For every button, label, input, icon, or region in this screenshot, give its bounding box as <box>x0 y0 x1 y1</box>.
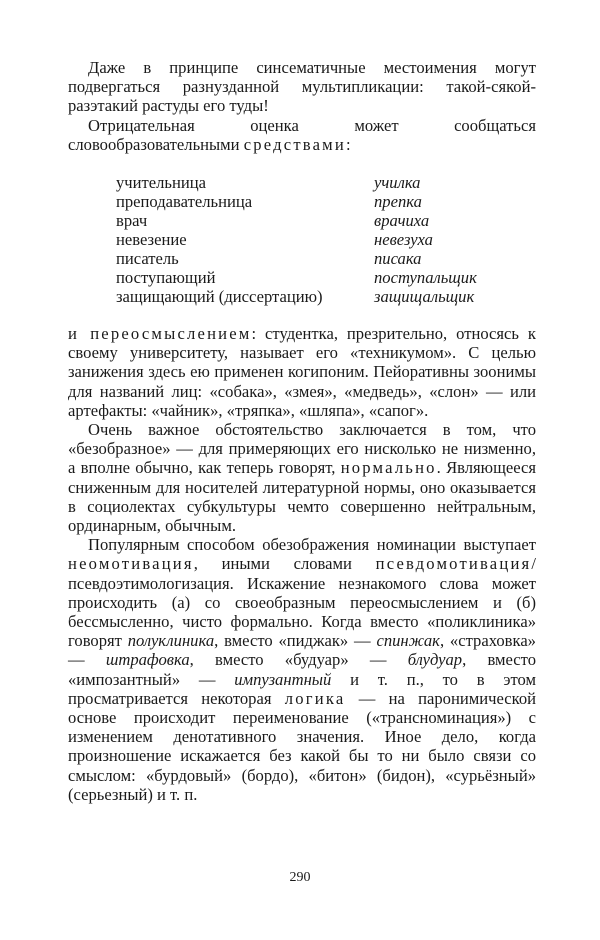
paragraph-4-text-end: . Являющееся сниженным для носителей литературной нормы, оно оказывается в социолектах субкультуры чемто совершенно нейтральным, ординарным, обычным. <box>68 458 536 536</box>
spaced-term-sredstvami: средствами <box>243 134 346 154</box>
word-list-row <box>116 287 477 306</box>
spaced-term-logika: логика <box>284 688 346 708</box>
example-spinzhak: спинжак <box>376 631 440 651</box>
example-shtrafovka: штрафовка <box>105 650 190 670</box>
paragraph-5-text-1: Популярным способом обезображения номинации выступает <box>88 535 536 555</box>
paragraph-1 <box>68 58 536 116</box>
paragraph-3-text: : студентка, презрительно, относясь к своему университету, называет его «техникумом». С целью занижения здесь ею применен когипоним. Пейоративны зоонимы для названий лиц: «собака», «змея», «медведь», «слон» — или артефакты: «чайник», «тряпка», «шляпа», «сапог». <box>68 324 536 420</box>
paragraph-5-text-4: , вместо «пиджак» — <box>214 631 377 651</box>
word-list-body <box>116 173 477 306</box>
word-list-row <box>116 211 477 230</box>
paragraph-5-text-2: , иными словами <box>193 554 376 574</box>
paragraph-5-text-9: — на паронимической основе происходит переименование («трансноминация») с изменением денотативного значения. Иное дело, когда произношение искажается без какой бы то ни было связи со смыслом: «бурдовый» (бордо), «битон» (бидон), «сурьёзный» (серьезный) и т. п. <box>68 688 536 804</box>
word-neutral: врач <box>116 211 148 231</box>
word-neutral: писатель <box>116 249 179 269</box>
word-derogatory: препка <box>374 192 422 212</box>
example-polyklinika: полуклиника <box>127 631 215 651</box>
paragraph-5-text-6: , вместо «будуар» — <box>189 650 408 670</box>
word-derogatory: училка <box>374 173 421 193</box>
paragraph-5 <box>68 535 536 804</box>
paragraph-2 <box>68 116 536 154</box>
word-list-row <box>116 230 477 249</box>
spaced-term-pereosmyslenie: и переосмыслением <box>68 324 252 344</box>
page-number: 290 <box>289 870 311 885</box>
paragraph-3 <box>68 324 536 420</box>
word-derogatory: невезуха <box>374 230 433 250</box>
spaced-term-psevdomotivacia: псевдомотивация <box>375 554 532 574</box>
paragraph-5-text-5: , «страховка» — <box>68 631 536 670</box>
word-list-row <box>116 249 477 268</box>
word-list-row <box>116 268 477 287</box>
example-bluduar: блудуар <box>407 650 463 670</box>
paragraph-5-text-8: и т. п., то в этом просматривается некоторая <box>68 669 536 708</box>
word-neutral: защищающий (диссертацию) <box>116 287 323 307</box>
page-body <box>68 58 536 804</box>
word-neutral: преподавательница <box>116 192 253 212</box>
example-impuzantny: импузантный <box>234 669 332 689</box>
word-list <box>116 173 477 306</box>
word-derogatory: писака <box>374 249 422 269</box>
spaced-term-normalno: нормально <box>340 458 437 478</box>
paragraph-5-text-7: , вместо «импозантный» — <box>68 650 536 689</box>
word-list-row <box>116 192 477 211</box>
word-derogatory: поступальщик <box>374 268 477 288</box>
paragraph-2-text-start: Отрицательная оценка может сообщаться словообразовательными <box>68 115 536 154</box>
paragraph-5-text-3: /псевдоэтимологизация. Искажение незнакомого слова может происходить (а) со своеобразным переосмыслением и (б) бессмысленно, чисто формально. Когда вместо «поликлиника» говорят <box>68 554 536 651</box>
paragraph-4 <box>68 420 536 535</box>
word-neutral: поступающий <box>116 268 216 288</box>
paragraph-2-text-end: : <box>345 134 351 154</box>
word-list-row <box>116 173 477 192</box>
paragraph-4-text-start: Очень важное обстоятельство заключается в том, что «безобразное» — для примеряющих его нисколько не низменно, а вполне обычно, как теперь говорят, <box>68 420 536 478</box>
word-derogatory: защищальщик <box>374 287 475 307</box>
spaced-term-neomotivacia: неомотивация <box>68 554 194 574</box>
word-derogatory: врачиха <box>374 211 430 231</box>
word-neutral: учительница <box>116 173 206 193</box>
paragraph-1-text: Даже в принципе синсематичные местоимения могут подвергаться разнузданной мультипликации: такой-сякой-разэтакий растуды его туды! <box>68 58 536 116</box>
word-neutral: невезение <box>116 230 187 250</box>
